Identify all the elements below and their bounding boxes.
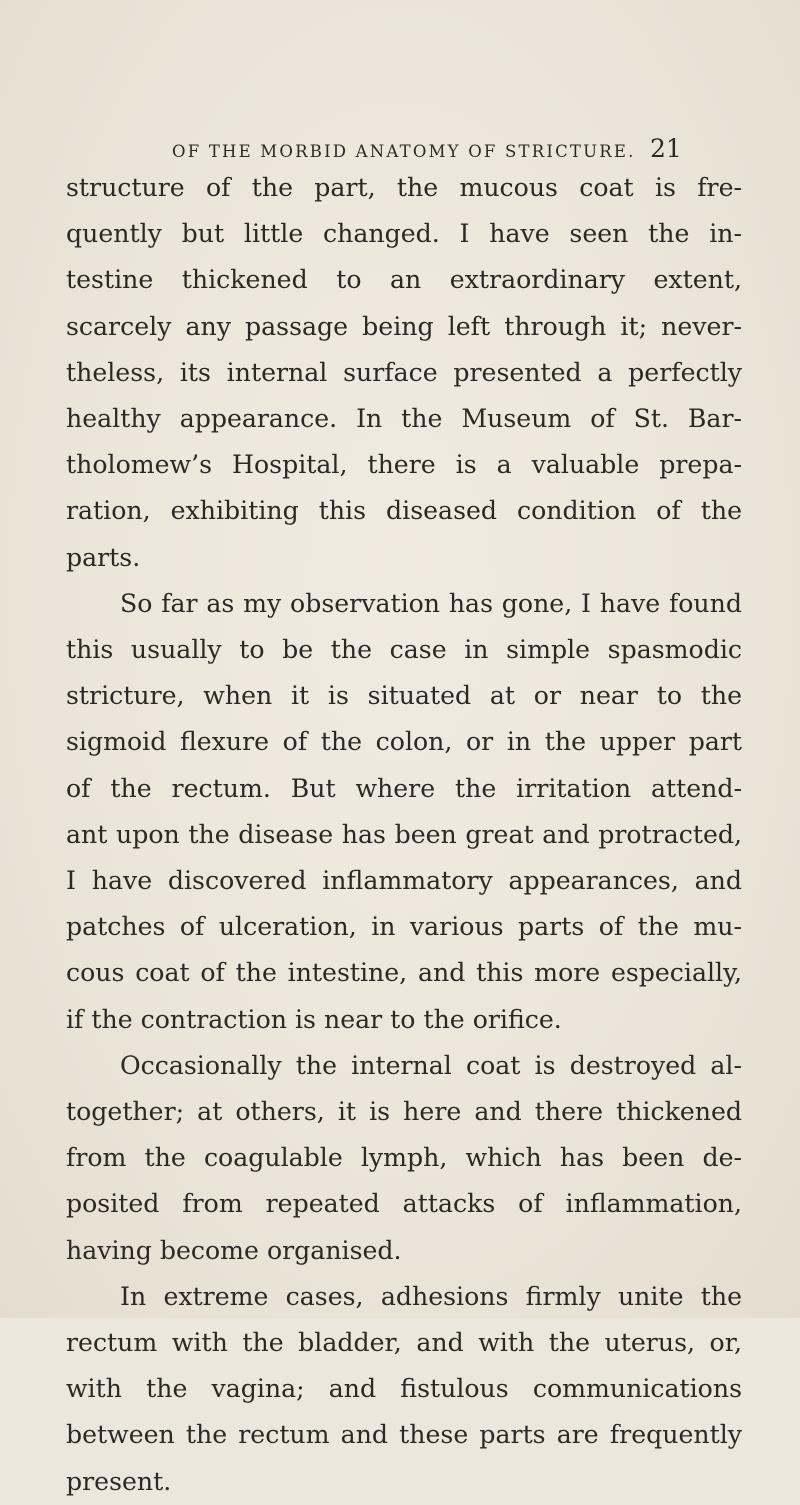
text-line: between the rectum and these parts are frequently — [66, 1420, 742, 1450]
text-line: I have discovered inflammatory appearances, and — [66, 866, 742, 896]
text-line: ration, exhibiting this diseased condition of the — [66, 496, 742, 526]
text-line: structure of the part, the mucous coat is fre- — [66, 173, 742, 202]
text-line: cous coat of the intestine, and this more especially, — [66, 958, 742, 988]
text-line: this usually to be the case in simple spasmodic — [66, 635, 742, 665]
paragraph-4 — [66, 1274, 742, 1505]
text-line: parts. — [66, 542, 141, 572]
text-line: patches of ulceration, in various parts of the mu- — [66, 912, 742, 942]
paragraph-1 — [66, 165, 742, 581]
body-text — [66, 165, 742, 1505]
text-line: rectum with the bladder, and with the uterus, or, — [66, 1328, 742, 1358]
text-line: quently but little changed. I have seen the in- — [66, 219, 742, 249]
text-line: testine thickened to an extraordinary extent, — [66, 265, 742, 295]
text-line: Occasionally the internal coat is destroyed al- — [120, 1050, 742, 1080]
paragraph-3 — [66, 1043, 742, 1274]
text-line: sigmoid flexure of the colon, or in the upper part — [66, 727, 742, 757]
text-line: In extreme cases, adhesions firmly unite the — [120, 1281, 742, 1311]
page-number: 21 — [650, 134, 682, 163]
text-line: present. — [66, 1466, 172, 1496]
running-head: OF THE MORBID ANATOMY OF STRICTURE. — [172, 142, 636, 161]
text-line: So far as my observation has gone, I have found — [120, 588, 742, 618]
text-line: if the contraction is near to the orifice. — [66, 1004, 562, 1034]
text-line: theless, its internal surface presented a perfectly — [66, 357, 742, 387]
text-line: together; at others, it is here and there thickened — [66, 1097, 742, 1127]
text-line: of the rectum. But where the irritation attend- — [66, 773, 742, 803]
text-line: from the coagulable lymph, which has been de- — [66, 1143, 742, 1173]
text-line: having become organised. — [66, 1235, 402, 1265]
paragraph-2 — [66, 581, 742, 1043]
text-line: tholomew’s Hospital, there is a valuable prepa- — [66, 450, 742, 480]
text-line: scarcely any passage being left through it; never- — [66, 311, 742, 341]
text-line: with the vagina; and fistulous communications — [66, 1374, 742, 1404]
text-line: posited from repeated attacks of inflammation, — [66, 1189, 742, 1219]
text-line: healthy appearance. In the Museum of St. Bar- — [66, 404, 742, 434]
text-line: stricture, when it is situated at or near to the — [66, 681, 742, 711]
text-line: ant upon the disease has been great and protracted, — [66, 819, 742, 849]
